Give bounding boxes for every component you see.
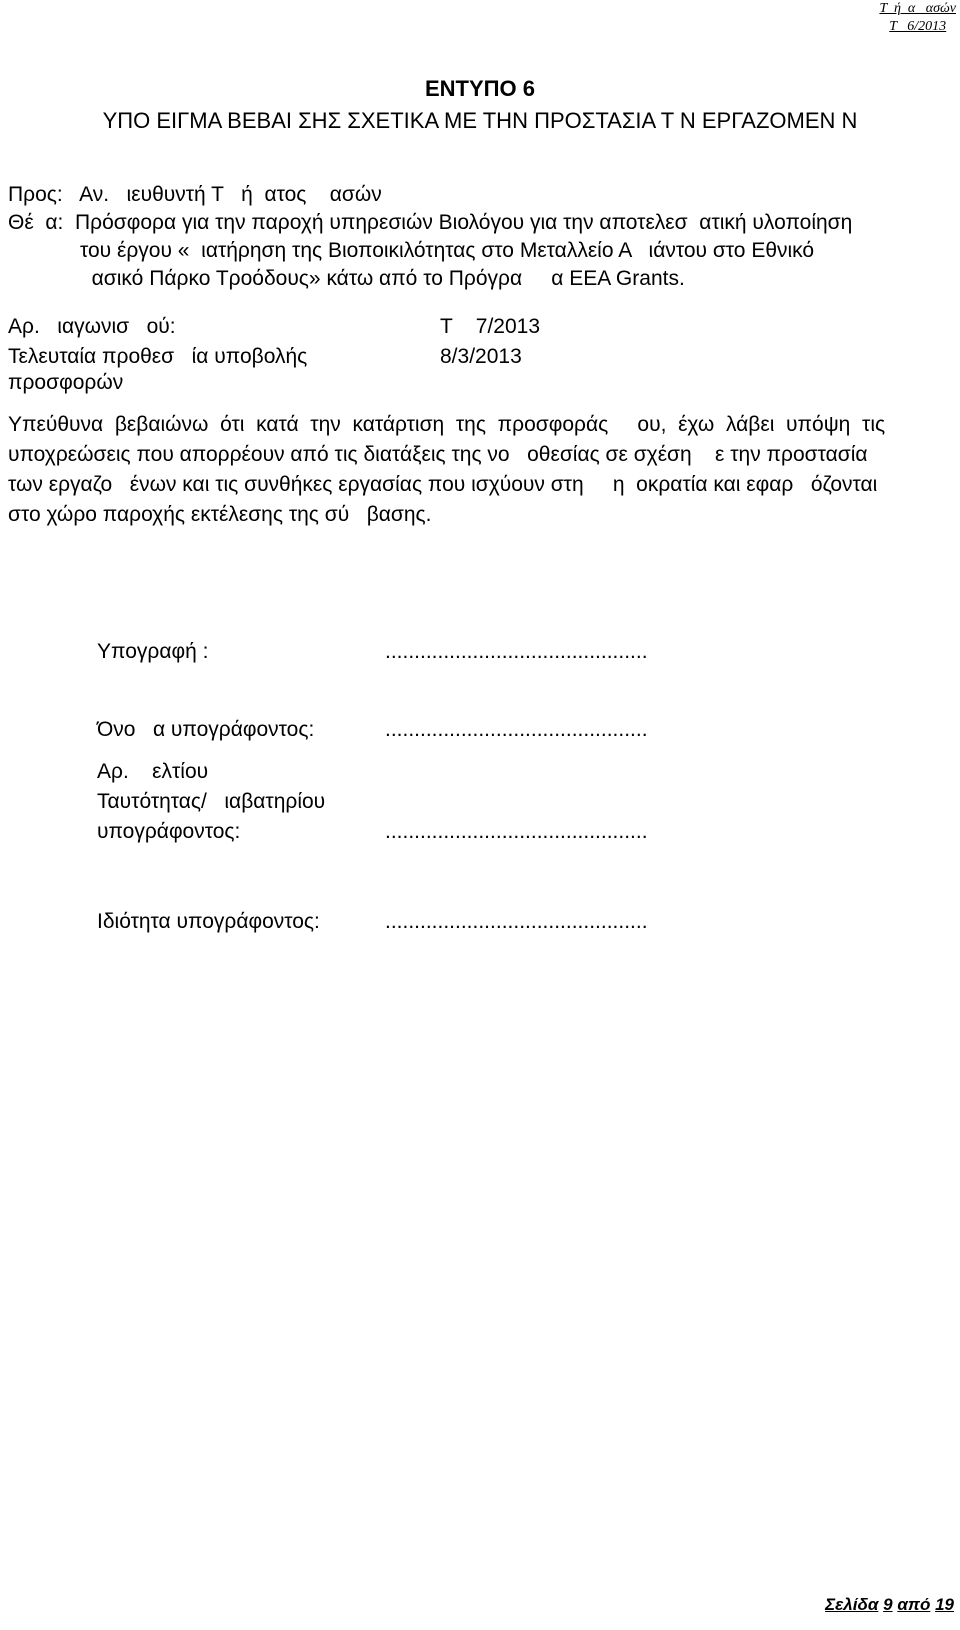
form-subtitle: ΥΠΟ ΕΙΓΜΑ ΒΕΒΑΙ ΣΗΣ ΣΧΕΤΙΚΑ ΜΕ ΤΗΝ ΠΡΟΣΤΑΣΙΑ Τ Ν ΕΡΓΑΖΟΜΕΝ Ν (102, 108, 858, 133)
deadline-value: 8/3/2013 (440, 345, 522, 368)
subject-line-1: Θέ α: Πρόσφορα για την παροχή υπηρεσιών Βιολόγου για την αποτελεσ ατική υλοποίηση (8, 211, 853, 234)
signature-label: Υπογραφή : (97, 640, 209, 663)
declaration-line-4: στο χώρο παροχής εκτέλεσης της σύ βασης. (8, 503, 432, 526)
declaration-line-3: των εργαζο ένων και τις συνθήκες εργασίας που ισχύουν στη η οκρατία και εφαρ όζονται (8, 473, 878, 496)
signature-field[interactable]: ............................................. (385, 640, 648, 663)
form-title: ΕΝΤΥΠΟ 6 (424, 76, 536, 101)
signer-name-field[interactable]: ............................................. (385, 718, 648, 741)
id-number-label: Αρ. ελτίου (97, 760, 209, 783)
deadline-label: Τελευταία προθεσ ία υποβολής (8, 345, 308, 368)
signer-capacity-label: Ιδιότητα υπογράφοντος: (97, 910, 320, 933)
id-number-label-end: υπογράφοντος: (97, 820, 241, 843)
deadline-label-cont: προσφορών (8, 371, 124, 394)
reference-line-1: Τ ή α ασών (879, 1, 956, 16)
page-footer (825, 1590, 954, 1620)
addressee: Προς: Αν. ιευθυντή Τ ή ατος ασών (8, 183, 382, 206)
subject-line-3: ασικό Πάρκο Τροόδους» κάτω από το Πρόγρα α ΕΕΑ Grants. (80, 267, 685, 290)
tender-number-label: Αρ. ιαγωνισ ού: (8, 315, 176, 338)
signer-capacity-field[interactable]: ............................................. (385, 910, 648, 933)
subject-line-2: του έργου « ιατήρηση της Βιοποικιλότητας στο Μεταλλείο Α ιάντου στο Εθνικό (80, 239, 815, 262)
total-pages: 19 (935, 1595, 954, 1614)
page-word: Σελίδα (825, 1595, 879, 1614)
signer-name-label: Όνο α υπογράφοντος: (97, 718, 315, 741)
reference-line-2: Τ 6/2013 (889, 19, 947, 34)
of-word: από (897, 1595, 931, 1614)
document-reference (879, 0, 956, 36)
declaration-line-1: Υπεύθυνα βεβαιώνω ότι κατά την κατάρτιση της προσφοράς ου, έχω λάβει υπόψη τις (8, 413, 886, 436)
declaration-line-2: υποχρεώσεις που απορρέουν από τις διατάξεις της νο οθεσίας σε σχέση ε την προστασία (8, 443, 868, 466)
id-number-label-cont: Ταυτότητας/ ιαβατηρίου (97, 790, 326, 813)
tender-number-value: Τ 7/2013 (440, 315, 541, 338)
id-number-field[interactable]: ............................................. (385, 820, 648, 843)
page-number: 9 (883, 1595, 893, 1614)
